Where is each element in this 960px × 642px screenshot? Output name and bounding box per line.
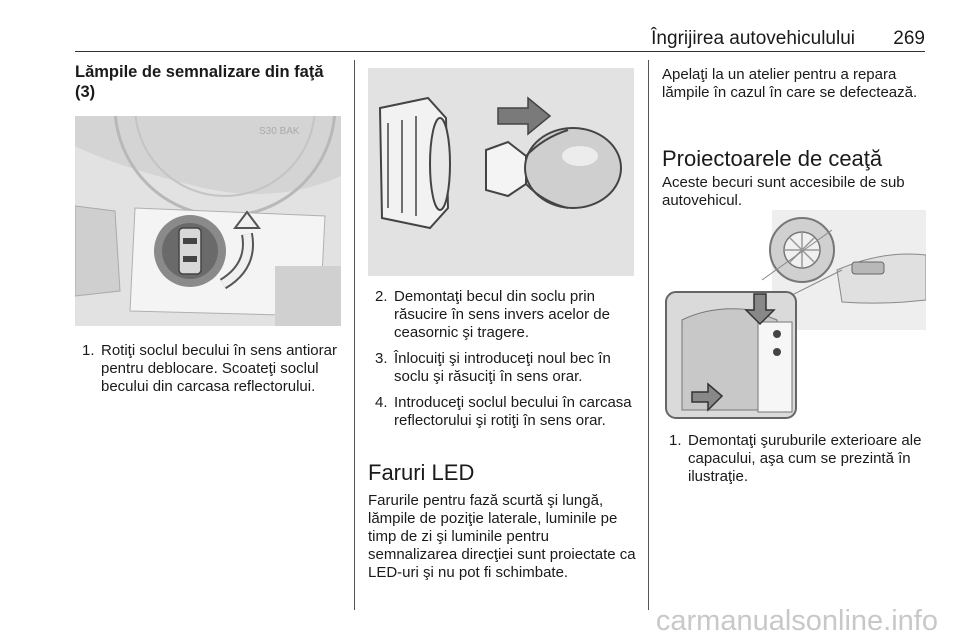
section-heading: Proiectoarele de ceaţă [662, 146, 883, 171]
list-item [368, 288, 634, 342]
figure-fog-light-cover [662, 210, 926, 420]
section-text: Aceste becuri sunt accesibile de sub autovehicul. [662, 174, 905, 209]
column-divider [648, 60, 649, 610]
section-text: Farurile pentru fază scurtă şi lungă, lămpile de poziţie laterale, luminile pe timp de zi şi luminile pentru semnalizarea direcţiei sunt proiectate ca LED-uri şi nu pot fi schimbate. [368, 492, 636, 581]
steps-list [368, 288, 634, 438]
step-number: 1. [82, 342, 95, 359]
header-title: Îngrijirea autovehiculului [651, 28, 855, 49]
step-text: Înlocuiţi şi introduceţi noul bec în soclu şi răsuciţi în sens orar. [394, 350, 611, 385]
fog-light-illustration [662, 210, 926, 420]
step-number: 4. [375, 394, 388, 411]
section-heading: Lămpile de semnalizare din faţă (3) [75, 63, 324, 101]
column-1 [75, 62, 341, 395]
page-number: 269 [893, 28, 925, 49]
column-divider [354, 60, 355, 610]
list-item [662, 432, 928, 486]
bulb-illustration [368, 68, 634, 276]
figure-bulb-holder-rotation [75, 116, 341, 326]
step-text: Demontaţi şuruburile exterioare ale capacului, aşa cum se prezintă în ilustraţie. [688, 432, 922, 485]
steps-list [662, 432, 928, 494]
step-text: Introduceţi soclul becului în carcasa reflectorului şi rotiţi în sens orar. [394, 394, 632, 429]
step-number: 1. [669, 432, 682, 449]
list-item [75, 342, 341, 396]
step-number: 3. [375, 350, 388, 367]
list-item [368, 394, 634, 430]
watermark: carmanualsonline.info [655, 605, 938, 637]
step-text: Rotiţi soclul becului în sens antiorar pentru deblocare. Scoateţi soclul becului din carcasa reflectorului. [101, 342, 337, 395]
steps-list [75, 342, 341, 404]
section-heading: Faruri LED [368, 460, 475, 485]
step-text: Demontaţi becul din soclu prin răsucire în sens invers acelor de ceasornic şi tragere. [394, 288, 610, 341]
list-item [368, 350, 634, 386]
step-number: 2. [375, 288, 388, 305]
bulb-holder-illustration [75, 116, 341, 326]
page-header [75, 26, 925, 52]
figure-label: S30 BAK [259, 126, 300, 137]
intro-text: Apelaţi la un atelier pentru a repara lămpile în cazul în care se defectează. [662, 66, 918, 101]
figure-bulb-removal [368, 68, 634, 276]
